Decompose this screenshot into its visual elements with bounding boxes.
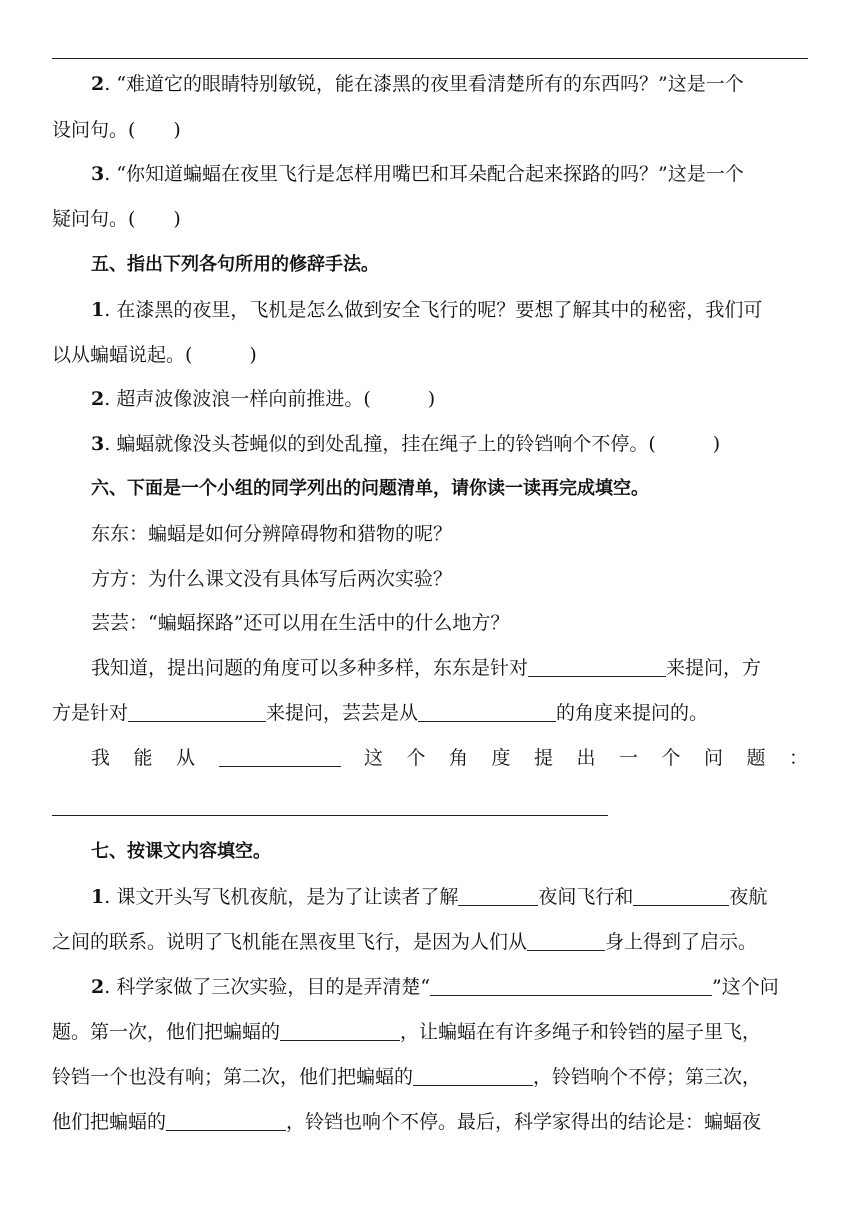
- q5-item-3: 3. 蝙蝠就像没头苍蝇似的到处乱撞，挂在绳子上的铃铛响个不停。( ): [91, 433, 721, 455]
- fill-blank[interactable]: [413, 1065, 533, 1086]
- q7-item-1-line2: 之间的联系。说明了飞机能在黑夜里飞行，是因为人们从 身上得到了启示。: [52, 931, 758, 953]
- q5-item-1-line2: 以从蝙蝠说起。( ): [52, 344, 257, 366]
- q4-item-2-line2: 设问句。( ): [52, 119, 181, 141]
- fill-blank[interactable]: [527, 930, 605, 951]
- fill-blank[interactable]: [458, 885, 538, 906]
- section-6-heading: 六、下面是一个小组的同学列出的问题清单，请你读一读再完成填空。: [91, 478, 649, 499]
- q7-item-2-line2: 题。第一次，他们把蝙蝠的 ，让蝙蝠在有许多绳子和铃铛的屋子里飞，: [52, 1021, 762, 1043]
- fill-blank[interactable]: [528, 656, 666, 677]
- question-yunyun: 芸芸：“蝙蝠探路”还可以用在生活中的什么地方？: [91, 612, 510, 634]
- fill-blank[interactable]: [128, 701, 266, 722]
- q6-fill-line2: 方是针对 来提问，芸芸是从 的角度来提问的。: [52, 702, 709, 724]
- q5-item-2: 2. 超声波像波浪一样向前推进。( ): [91, 388, 436, 410]
- fill-blank[interactable]: [418, 701, 556, 722]
- fill-blank[interactable]: [166, 1110, 286, 1131]
- header-rule: [52, 58, 808, 59]
- answer-line[interactable]: [52, 815, 608, 816]
- q7-item-1-line1: 1. 课文开头写飞机夜航，是为了让读者了解 夜间飞行和 夜航: [91, 886, 768, 908]
- q7-item-2-line4: 他们把蝙蝠的 ，铃铛也响个不停。最后，科学家得出的结论是：蝙蝠夜: [52, 1111, 762, 1133]
- fill-blank[interactable]: [633, 885, 729, 906]
- q4-item-3-line1: 3. “你知道蝙蝠在夜里飞行是怎样用嘴巴和耳朵配合起来探路的吗？”这是一个: [91, 163, 744, 185]
- q4-item-2-line1: 2. “难道它的眼睛特别敏锐，能在漆黑的夜里看清楚所有的东西吗？”这是一个: [91, 73, 744, 95]
- fill-blank[interactable]: [280, 1020, 400, 1041]
- question-fangfang: 方方：为什么课文没有具体写后两次实验？: [91, 568, 453, 590]
- q4-item-3-line2: 疑问句。( ): [52, 208, 181, 230]
- section-5-heading: 五、指出下列各句所用的修辞手法。: [91, 254, 379, 275]
- q6-fill-line1: 我知道，提出问题的角度可以多种多样，东东是针对 来提问，方: [91, 657, 762, 679]
- q7-item-2-line3: 铃铛一个也没有响；第二次，他们把蝙蝠的 ，铃铛响个不停；第三次，: [52, 1066, 762, 1088]
- question-dongdong: 东东：蝙蝠是如何分辨障碍物和猎物的呢？: [91, 523, 453, 545]
- q5-item-1-line1: 1. 在漆黑的夜里，飞机是怎么做到安全飞行的呢？要想了解其中的秘密，我们可: [91, 299, 763, 321]
- q6-own-question-line: 我 能 从 这 个 角 度 提 出 一 个 问 题 ：: [91, 747, 808, 769]
- q7-item-2-line1: 2. 科学家做了三次实验，目的是弄清楚“ ”这个问: [91, 976, 779, 998]
- section-7-heading: 七、按课文内容填空。: [91, 841, 271, 862]
- fill-blank[interactable]: [430, 975, 712, 996]
- fill-blank[interactable]: [219, 746, 341, 767]
